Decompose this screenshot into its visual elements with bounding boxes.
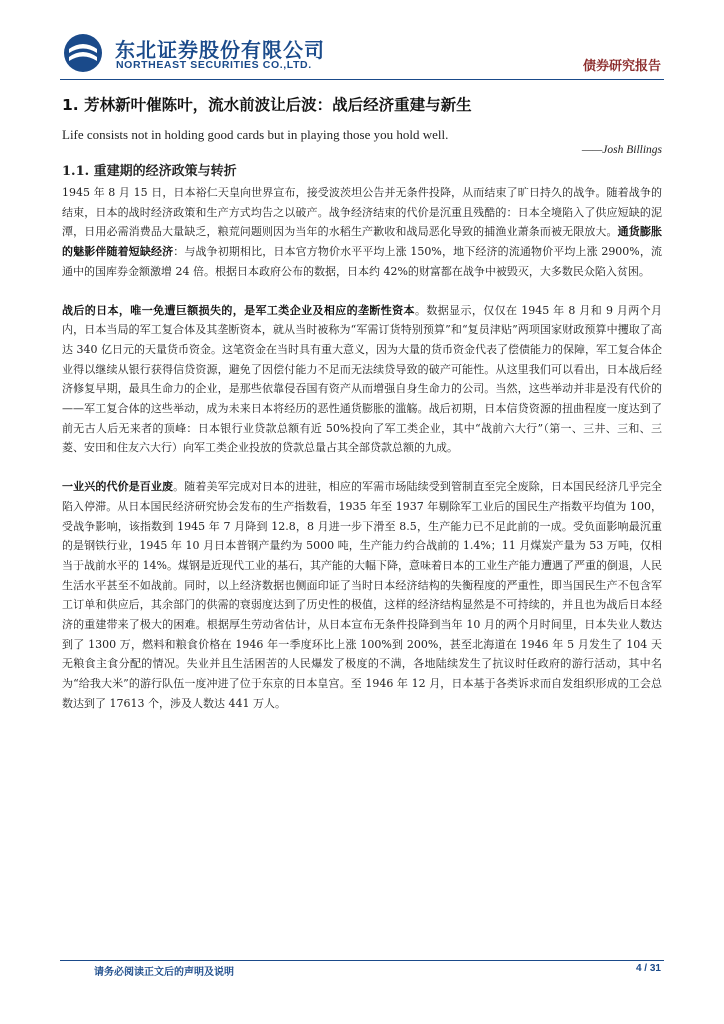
disclaimer-note: 请务必阅读正文后的声明及说明 xyxy=(94,967,234,978)
paragraph-2-lead: 战后的日本，唯一免遭巨额损失的，是军工类企业及相应的垄断性资本 xyxy=(62,303,415,317)
section-title: 1. 芳林新叶催陈叶，流水前波让后波：战后经济重建与新生 xyxy=(62,96,472,114)
paragraph-3 xyxy=(62,477,662,713)
page-header xyxy=(0,0,724,80)
company-name-en: NORTHEAST SECURITIES CO.,LTD. xyxy=(116,59,312,71)
footer-divider xyxy=(60,960,664,961)
paragraph-3-text: 。随着美军完成对日本的进驻，相应的军需市场陆续受到管制直至完全废除，日本国民经济几乎完全陷入停滞。从日本国民经济研究协会发布的生产指数看，1935 年至 1937 年剔除军工业后的国民生产指数平均值为 100，受战争影响，该指数到 1945 年 7 月降到 12.8，8 月进一步下滑至 8.5，生产能力已不足此前的一成。受负面影响最沉重的是钢铁行业，1945 年 10 月日本普钢产量约为 5000 吨，生产能力约合战前的 1.4%；11 月煤炭产量为 53 万吨，仅相当于战前水平的 14%。煤钢是近现代工业的基石，其产能的大幅下降，意味着日本的工业生产能力遭遇了严重的倒退，人民生活水平甚至不如战前。同时，以上经济数据也侧面印证了当时日本经济结构的失衡程度的严重性，即当国民生产不包含军工订单和供应后，其余部门的供需的衰弱度达到了历史性的极值，这样的经济结构显然是不可持续的，并且也为战后日本经济的重建带来了极大的困难。根据厚生劳动省估计，从日本宣布无条件投降到当年 10 月的两个月时间里，日本失业人数达到了 1300 万，燃料和粮食价格在 1946 年一季度环比上涨 100%到 200%，甚至北海道在 1946 年 5 月发生了 104 天无粮食主食分配的情况。失业并且生活困苦的人民爆发了极度的不满，各地陆续发生了抗议时任政府的游行活动，其中名为“给我大米”的游行队伍一度冲进了位于东京的日本皇宫。至 1946 年 12 月，日本基于各类诉求而自发组织形成的工会总数达到了 17613 个，涉及人数达 441 万人。 xyxy=(62,480,663,710)
paragraph-2 xyxy=(62,301,662,459)
paragraph-1-lead-inline: 通货膨胀的魅影伴随着短缺经济 xyxy=(62,225,663,259)
northeast-securities-logo-icon xyxy=(63,33,103,73)
header-divider xyxy=(60,79,664,80)
paragraph-1 xyxy=(62,183,662,282)
main-content xyxy=(62,90,662,733)
subsection-title: 1.1. 重建期的经济政策与转折 xyxy=(62,164,237,179)
epigraph-author: ——Josh Billings xyxy=(581,144,662,156)
report-type-label: 债券研究报告 xyxy=(582,59,661,74)
page-number: 4 / 31 xyxy=(635,963,661,974)
company-name-cn: 东北证券股份有限公司 xyxy=(115,38,325,62)
paragraph-3-lead: 一业兴的代价是百业废 xyxy=(62,480,174,494)
paragraph-1-text: 1945 年 8 月 15 日，日本裕仁天皇向世界宣布，接受波茨坦公告并无条件投降，从而结束了旷日持久的战争。随着战争的结束，日本的战时经济政策和生产方式均告之以破产。战争经济结束的代价是沉重且残酷的：日本全境陷入了供应短缺的泥潭，日用必需消费品大量缺乏，粮荒问题则因为当年的水稻生产歉收和战局恶化导致的捕渔业萧条而被无限放大。 xyxy=(62,186,662,239)
paragraph-2-text: 。数据显示，仅仅在 1945 年 8 月和 9 月两个月内，日本当局的军工复合体及其垄断资本，就从当时被称为“军需订货特别预算”和“复员津贴”两项国家财政预算中攫取了高达 340 亿日元的天量货币资金。这笔资金在当时具有重大意义，因为大量的货币资金代表了偿债能力的保障，军工复合体企业得以继续从银行获得信贷资源，避免了因偿付能力不足而无法续贷导致的破产可能性。从这里我们可以看出，日本战后经济修复早期，最具生命力的企业，是那些依靠侵吞国有资产从而增强自身生命力的公司。当然，这些举动并非是没有代价的——军工复合体的这些举动，成为未来日本将经历的恶性通货膨胀的滥觞。战后初期，日本信贷资源的扭曲程度一度达到了前无古人后无来者的顶峰：日本银行业贷款总额有近 50%投向了军工类企业，其中“战前六大行”（第一、三井、三和、三菱、安田和住友六大行）向军工类企业投放的贷款总量占其全部贷款总额的九成。 xyxy=(62,303,662,455)
paragraph-1-text-2: ：与战争初期相比，日本官方物价水平平均上涨 150%，地下经济的流通物价平均上涨 2900%，流通中的国库券金额激增 24 倍。根据日本政府公布的数据，日本约 42%的财富都在战争中被毁灭，大多数民众陷入贫困。 xyxy=(62,245,663,278)
epigraph-quote: Life consists not in holding good cards but in playing those you hold well. xyxy=(62,127,449,142)
